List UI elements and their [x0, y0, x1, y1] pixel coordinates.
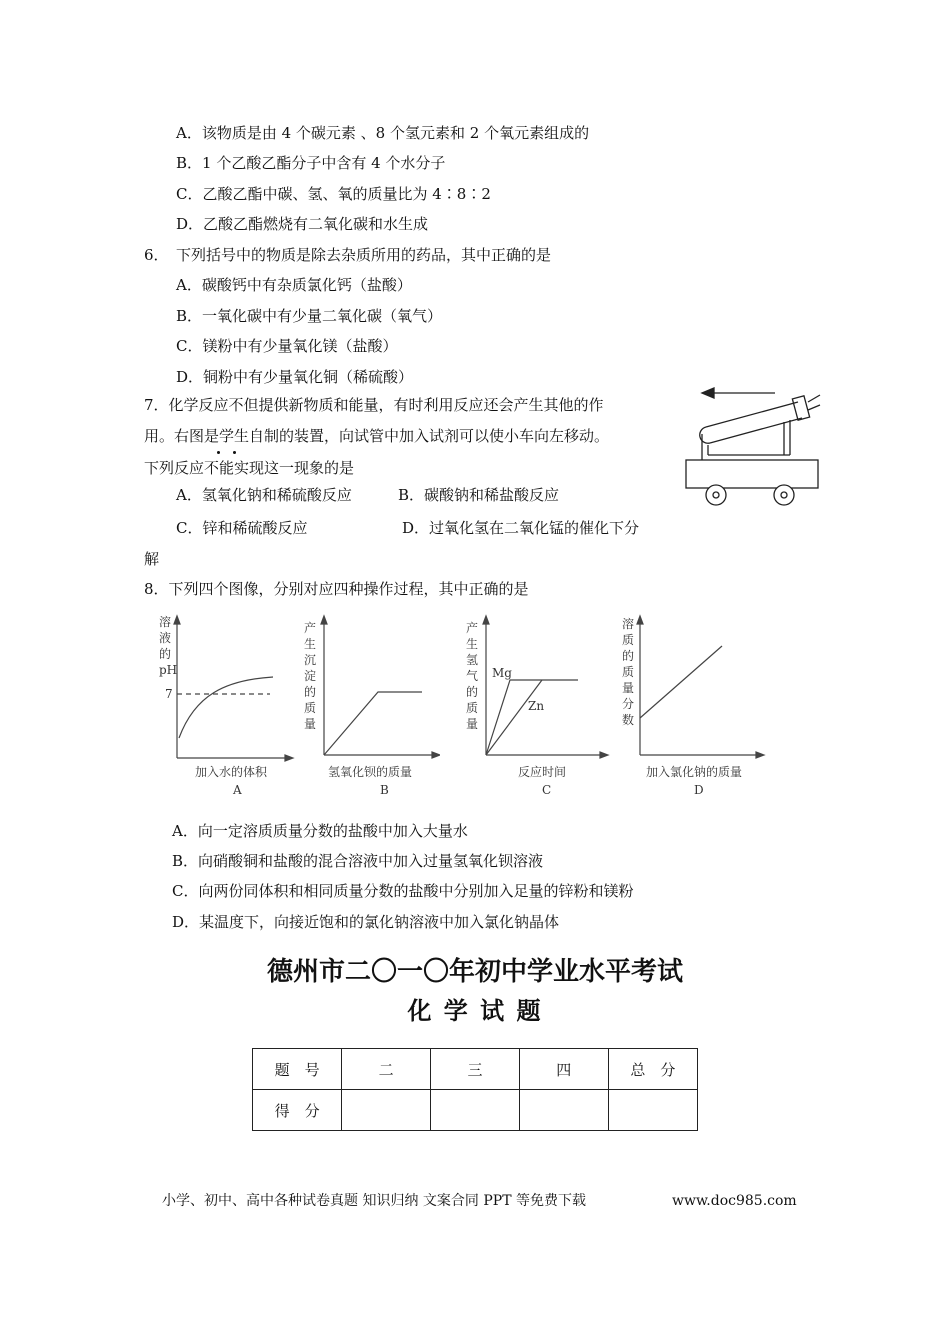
q6-stem: 6． 下列括号中的物质是除去杂质所用的药品，其中正确的是 [144, 246, 552, 264]
score-table-header-cell: 题 号 [253, 1049, 342, 1090]
score-table-header-row [253, 1049, 698, 1090]
q7-option-c: C．锌和稀硫酸反应 [176, 519, 308, 537]
graph-c-ylabel-char: 氢 [466, 653, 479, 667]
q8-option-c: C．向两份同体积和相同质量分数的盐酸中分别加入足量的锌粉和镁粉 [172, 882, 634, 900]
q8-option-b: B．向硝酸铜和盐酸的混合溶液中加入过量氢氧化钡溶液 [172, 852, 544, 870]
graph-c-mg-line [486, 680, 578, 755]
graph-c-zn-line [486, 680, 545, 755]
q8-stem: 8．下列四个图像，分别对应四种操作过程，其中正确的是 [144, 580, 529, 598]
score-table-row-label: 得 分 [253, 1090, 342, 1131]
graph-b-ylabel-char: 量 [304, 717, 317, 731]
q7-option-d-continued: 解 [144, 550, 160, 568]
score-cell [608, 1090, 697, 1131]
score-table-header-cell: 三 [431, 1049, 520, 1090]
graph-d-ylabel-char: 溶 [622, 617, 635, 631]
score-table [252, 1048, 698, 1131]
graph-b-ylabel-char: 沉 [304, 653, 317, 667]
graph-c-letter: C [542, 783, 552, 797]
graph-d-xlabel: 加入氯化钠的质量 [646, 765, 743, 779]
q6-option-d: D．铜粉中有少量氧化铜（稀硫酸） [176, 368, 414, 386]
graph-b-letter: B [380, 783, 389, 797]
graph-b-ylabel-char: 产 [304, 621, 317, 635]
q5-option-d: D．乙酸乙酯燃烧有二氧化碳和水生成 [176, 215, 429, 233]
graph-d-ylabel-char: 分 [622, 697, 635, 711]
graph-a-ylabel-char: pH [159, 663, 178, 677]
score-table-header-cell: 四 [519, 1049, 608, 1090]
graph-a-ylabel-char: 的 [159, 647, 172, 661]
graph-b-ylabel-char: 的 [304, 685, 317, 699]
graph-c-ylabel-char: 量 [466, 717, 479, 731]
graph-d-ylabel-char: 数 [622, 713, 635, 727]
graph-d-ylabel-char: 质 [622, 665, 635, 679]
graph-c-series-mg: Mg [492, 666, 512, 680]
emphasis-dot [217, 451, 220, 454]
graph-d [618, 610, 768, 800]
graph-c-ylabel-char: 质 [466, 701, 479, 715]
test-tube-bottom [700, 427, 710, 443]
footer-text: 小学、初中、高中各种试卷真题 知识归纳 文案合同 PPT 等免费下载 [162, 1193, 586, 1209]
subject-title: 化 学 试 题 [407, 997, 543, 1025]
tube-stopper [792, 396, 809, 420]
graph-d-line [640, 646, 722, 718]
q7-stem-line2: 用。右图是学生自制的装置，向试管中加入试剂可以使小车向左移动。 [144, 427, 610, 445]
q5-option-b: B．1 个乙酸乙酯分子中含有 4 个水分子 [176, 154, 446, 172]
graph-c-ylabel-char: 产 [466, 621, 479, 635]
graph-a-ylabel-char: 液 [159, 631, 172, 645]
graph-a-ylabel-char: 溶 [159, 615, 172, 629]
q7-option-b: B．碳酸钠和稀盐酸反应 [398, 486, 560, 504]
q6-option-a: A．碳酸钙中有杂质氯化钙（盐酸） [176, 276, 412, 294]
score-cell [342, 1090, 431, 1131]
graph-a [155, 610, 295, 800]
q5-option-a: A．该物质是由 4 个碳元素 、8 个氢元素和 2 个氧元素组成的 [176, 124, 590, 142]
q8-option-a: A．向一定溶质质量分数的盐酸中加入大量水 [172, 822, 468, 840]
graph-c-ylabel-char: 的 [466, 685, 479, 699]
graph-b-ylabel-char: 生 [304, 637, 317, 651]
graph-c-xlabel: 反应时间 [518, 765, 567, 779]
cart-wheel [774, 485, 794, 505]
graph-d-letter: D [694, 783, 704, 797]
exam-title: 德州市二〇一〇年初中学业水平考试 [266, 957, 683, 987]
graph-d-ylabel-char: 质 [622, 633, 635, 647]
q6-option-c: C．镁粉中有少量氧化镁（盐酸） [176, 337, 398, 355]
graph-c-ylabel-char: 气 [466, 669, 479, 683]
score-table-header-cell: 总 分 [608, 1049, 697, 1090]
q7-stem-line3: 下列反应不能实现这一现象的是 [144, 459, 355, 477]
q7-stem-line1: 7．化学反应不但提供新物质和能量，有时利用反应还会产生其他的作 [144, 396, 604, 414]
score-table-score-row [253, 1090, 698, 1131]
emphasis-dot [233, 451, 236, 454]
cart-body [686, 460, 818, 488]
q7-option-a: A．氢氧化钠和稀硫酸反应 [176, 486, 352, 504]
graph-a-letter: A [233, 783, 242, 797]
graph-d-ylabel-char: 量 [622, 681, 635, 695]
q5-option-c: C．乙酸乙酯中碳、氢、氧的质量比为 4∶8∶2 [176, 185, 491, 203]
direction-arrow-head [702, 388, 714, 398]
graph-b-ylabel-char: 淀 [304, 669, 317, 683]
cart-apparatus-figure [680, 380, 830, 510]
cart-wheel [706, 485, 726, 505]
graph-d-ylabel-char: 的 [622, 649, 635, 663]
graph-b-line [324, 692, 422, 755]
graph-c [462, 610, 612, 800]
graph-a-xlabel: 加入水的体积 [195, 765, 268, 779]
q8-option-d: D．某温度下，向接近饱和的氯化钠溶液中加入氯化钠晶体 [172, 913, 560, 931]
graph-a-curve [179, 677, 273, 738]
score-cell [431, 1090, 520, 1131]
graph-a-ytick-7: 7 [165, 687, 173, 701]
score-table-header-cell: 二 [342, 1049, 431, 1090]
q6-option-b: B．一氧化碳中有少量二氧化碳（氧气） [176, 307, 443, 325]
graph-b-xlabel: 氢氧化钡的质量 [328, 765, 413, 779]
score-cell [519, 1090, 608, 1131]
footer-url: www.doc985.com [672, 1193, 797, 1209]
graph-c-ylabel-char: 生 [466, 637, 479, 651]
graph-b [300, 610, 440, 800]
graph-c-series-zn: Zn [528, 699, 545, 713]
graph-b-ylabel-char: 质 [304, 701, 317, 715]
q7-option-d: D．过氧化氢在二氧化锰的催化下分 [402, 519, 640, 537]
